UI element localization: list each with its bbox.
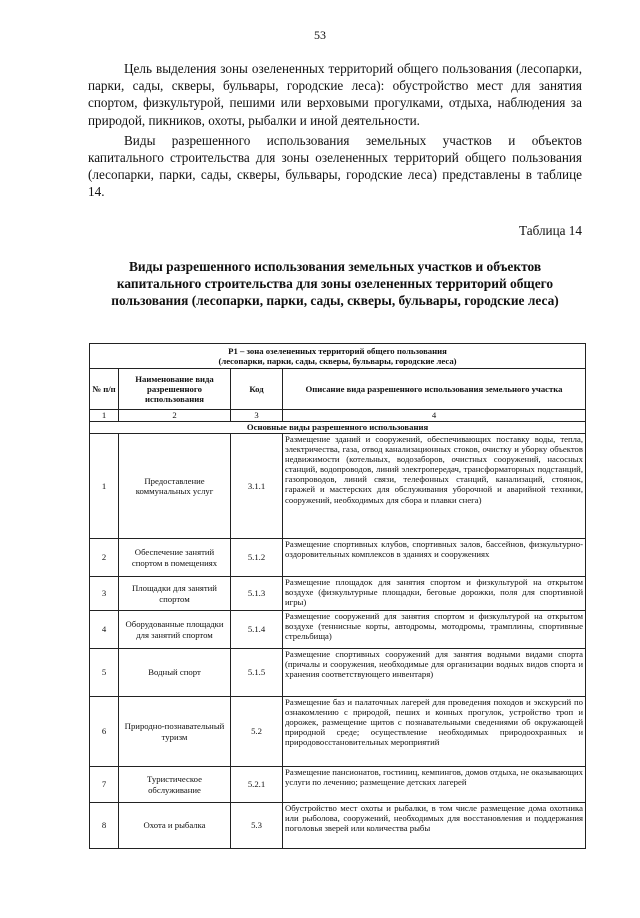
row-code: 5.1.2 (231, 539, 283, 577)
column-number-3: 3 (231, 410, 283, 422)
zone-header-line2: (лесопарки, парки, сады, скверы, бульвары, городские леса) (218, 356, 457, 366)
row-number: 4 (90, 611, 119, 649)
zone-table-wrapper (89, 343, 585, 849)
table-row (90, 434, 586, 539)
column-header-name: Наименование вида разрешенного использования (119, 369, 231, 410)
table-label: Таблица 14 (519, 223, 582, 238)
page-number: 53 (314, 28, 326, 42)
row-use-name: Охота и рыбалка (119, 803, 231, 849)
table-row (90, 697, 586, 767)
row-code: 3.1.1 (231, 434, 283, 539)
row-number: 8 (90, 803, 119, 849)
row-number: 6 (90, 697, 119, 767)
table-row (90, 767, 586, 803)
row-code: 5.2 (231, 697, 283, 767)
row-number: 1 (90, 434, 119, 539)
row-use-name: Оборудованные площадки для занятий спортом (119, 611, 231, 649)
row-use-name: Водный спорт (119, 649, 231, 697)
table-row (90, 649, 586, 697)
row-description: Обустройство мест охоты и рыбалки, в том числе размещение дома охотника или рыболова, сооружений, необходимых для восстановления и поддержания поголовья зверей или количества рыбы (283, 803, 586, 849)
row-description: Размещение площадок для занятия спортом и физкультурой на открытом воздухе (физкультурные площадки, беговые дорожки, поля для спортивной игры) (283, 577, 586, 611)
row-number: 5 (90, 649, 119, 697)
row-use-name: Предоставление коммунальных услуг (119, 434, 231, 539)
row-use-name: Обеспечение занятий спортом в помещениях (119, 539, 231, 577)
column-header-num: № п/п (90, 369, 119, 410)
row-use-name: Природно-познавательный туризм (119, 697, 231, 767)
row-number: 2 (90, 539, 119, 577)
row-description: Размещение баз и палаточных лагерей для проведения походов и экскурсий по ознакомлению с природой, пеших и конных прогулок, устройство троп и дорожек, размещение щитов с познавательными сведениями об окружающей природной среде; осуществление необходимых природоохранных и природовосстановительных мероприятий (283, 697, 586, 767)
column-number-2: 2 (119, 410, 231, 422)
section-title: Основные виды разрешенного использования (90, 422, 586, 434)
row-number: 7 (90, 767, 119, 803)
column-number-4: 4 (283, 410, 586, 422)
table-row (90, 803, 586, 849)
row-use-name: Туристическое обслуживание (119, 767, 231, 803)
column-number-1: 1 (90, 410, 119, 422)
table-row (90, 611, 586, 649)
row-code: 5.2.1 (231, 767, 283, 803)
row-code: 5.1.4 (231, 611, 283, 649)
zone-header (90, 344, 586, 369)
row-description: Размещение сооружений для занятия спортом и физкультурой на открытом воздухе (теннисные корты, автодромы, мотодромы, трамплины, спортивные стрельбища) (283, 611, 586, 649)
row-description: Размещение спортивных сооружений для занятия водными видами спорта (причалы и сооружения, необходимые для организации водных видов спорта и хранения соответствующего инвентаря) (283, 649, 586, 697)
row-code: 5.1.3 (231, 577, 283, 611)
zone-table (89, 343, 586, 849)
row-description: Размещение спортивных клубов, спортивных залов, бассейнов, физкультурно-оздоровительных комплексов в зданиях и сооружениях (283, 539, 586, 577)
row-description: Размещение пансионатов, гостиниц, кемпингов, домов отдыха, не оказывающих услуги по лечению; размещение детских лагерей (283, 767, 586, 803)
row-code: 5.1.5 (231, 649, 283, 697)
column-header-description: Описание вида разрешенного использования земельного участка (283, 369, 586, 410)
row-use-name: Площадки для занятий спортом (119, 577, 231, 611)
table-row (90, 577, 586, 611)
row-description: Размещение зданий и сооружений, обеспечивающих поставку воды, тепла, электричества, газа, отвод канализационных стоков, очистку и уборку объектов недвижимости (котельных, водозаборов, очистных сооружений, насосных станций, водопроводов, линий электропередач, трансформаторных подстанций, газопроводов, линий связи, телефонных станций, канализаций, стоянок, гаражей и мастерских для обслуживания уборочной и аварийной техники, сооружений, необходимых для сбора и плавки снега) (283, 434, 586, 539)
intro-paragraph-2: Виды разрешенного использования земельных участков и объектов капитального строительства для зоны озелененных территорий общего пользования (лесопарки, парки, сады, скверы, бульвары, городские леса) представлены в таблице 14. (88, 132, 582, 200)
row-number: 3 (90, 577, 119, 611)
zone-header-line1: Р1 – зона озелененных территорий общего пользования (228, 345, 447, 356)
table-row (90, 539, 586, 577)
intro-text (88, 60, 582, 204)
column-header-code: Код (231, 369, 283, 410)
intro-paragraph-1: Цель выделения зоны озелененных территорий общего пользования (лесопарки, парки, сады, скверы, бульвары, городские леса): обустройство мест для занятия спортом, физкультурой, пешими или верховыми прогулками, отдыха, наблюдения за природой, пикников, охоты, рыбалки и иной деятельности. (88, 61, 582, 128)
table-title: Виды разрешенного использования земельных участков и объектов капитального строительства для зоны озелененных территорий общего пользования (лесопарки, парки, сады, скверы, бульвары, городские леса) (111, 259, 559, 308)
row-code: 5.3 (231, 803, 283, 849)
